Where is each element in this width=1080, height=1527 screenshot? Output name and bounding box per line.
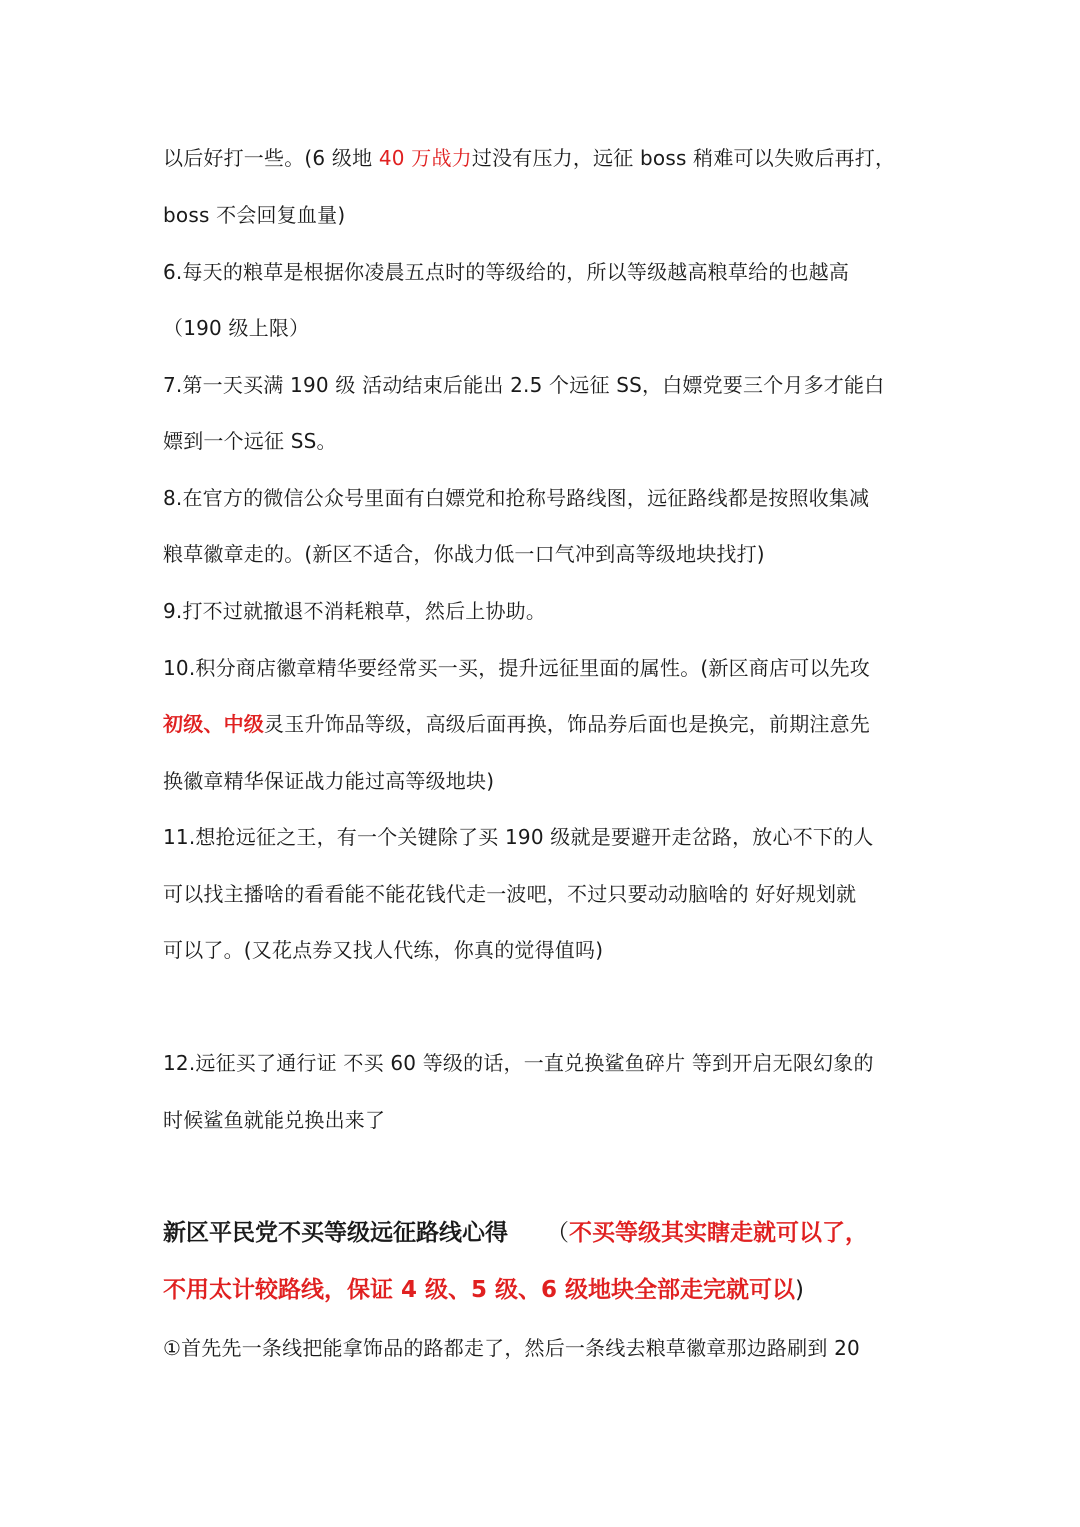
section-title: 新区平民党不买等级远征路线心得 <box>163 1220 508 1246</box>
highlight-text: 初级、中级 <box>163 712 264 736</box>
note-paren: ) <box>795 1277 805 1303</box>
paragraph-5-line-2: boss 不会回复血量) <box>163 203 346 227</box>
paragraph-5-line-1 <box>163 144 923 172</box>
section-heading-line-1 <box>163 1217 933 1249</box>
paragraph-6-line-1: 6.每天的粮草是根据你凌晨五点时的等级给的，所以等级越高粮草给的也越高 <box>163 260 850 284</box>
text-span: 灵玉升饰品等级，高级后面再换，饰品券后面也是换完，前期注意先 <box>264 712 870 736</box>
section-item-1: ①首先先一条线把能拿饰品的路都走了，然后一条线去粮草徽章那边路刷到 20 <box>163 1336 860 1360</box>
paragraph-11-line-3: 可以了。(又花点券又找人代练，你真的觉得值吗) <box>163 938 604 962</box>
section-heading-line-2 <box>163 1274 933 1306</box>
text-span: 过没有压力，远征 boss 稍难可以失败后再打， <box>471 146 896 170</box>
paragraph-11-line-1: 11.想抢远征之王，有一个关键除了买 190 级就是要避开走岔路，放心不下的人 <box>163 825 874 849</box>
paragraph-6-line-2: （190 级上限） <box>163 316 310 340</box>
text-span: 以后好打一些。(6 级地 <box>163 146 379 170</box>
paragraph-10-line-3: 换徽章精华保证战力能过高等级地块) <box>163 769 495 793</box>
paragraph-8-line-1: 8.在官方的微信公众号里面有白嫖党和抢称号路线图，远征路线都是按照收集减 <box>163 486 870 510</box>
paragraph-12-line-2: 时候鲨鱼就能兑换出来了 <box>163 1108 386 1132</box>
highlight-note: 不买等级其实瞎走就可以了， <box>569 1220 868 1246</box>
paragraph-9-line-1: 9.打不过就撤退不消耗粮草，然后上协助。 <box>163 599 547 623</box>
paragraph-10-line-2 <box>163 710 923 738</box>
paragraph-11-line-2: 可以找主播啥的看看能不能花钱代走一波吧，不过只要动动脑啥的 好好规划就 <box>163 882 857 906</box>
paragraph-10-line-1: 10.积分商店徽章精华要经常买一买，提升远征里面的属性。(新区商店可以先攻 <box>163 656 871 680</box>
paragraph-12-line-1: 12.远征买了通行证 不买 60 等级的话，一直兑换鲨鱼碎片 等到开启无限幻象的 <box>163 1051 874 1075</box>
paragraph-8-line-2: 粮草徽章走的。(新区不适合，你战力低一口气冲到高等级地块找打) <box>163 542 765 566</box>
note-paren: （ <box>546 1220 569 1246</box>
highlight-note: 不用太计较路线，保证 4 级、5 级、6 级地块全部走完就可以 <box>163 1277 796 1303</box>
paragraph-7-line-1: 7.第一天买满 190 级 活动结束后能出 2.5 个远征 SS，白嫖党要三个月多才能白 <box>163 373 885 397</box>
highlight-text: 40 万战力 <box>378 146 472 170</box>
paragraph-7-line-2: 嫖到一个远征 SS。 <box>163 429 337 453</box>
